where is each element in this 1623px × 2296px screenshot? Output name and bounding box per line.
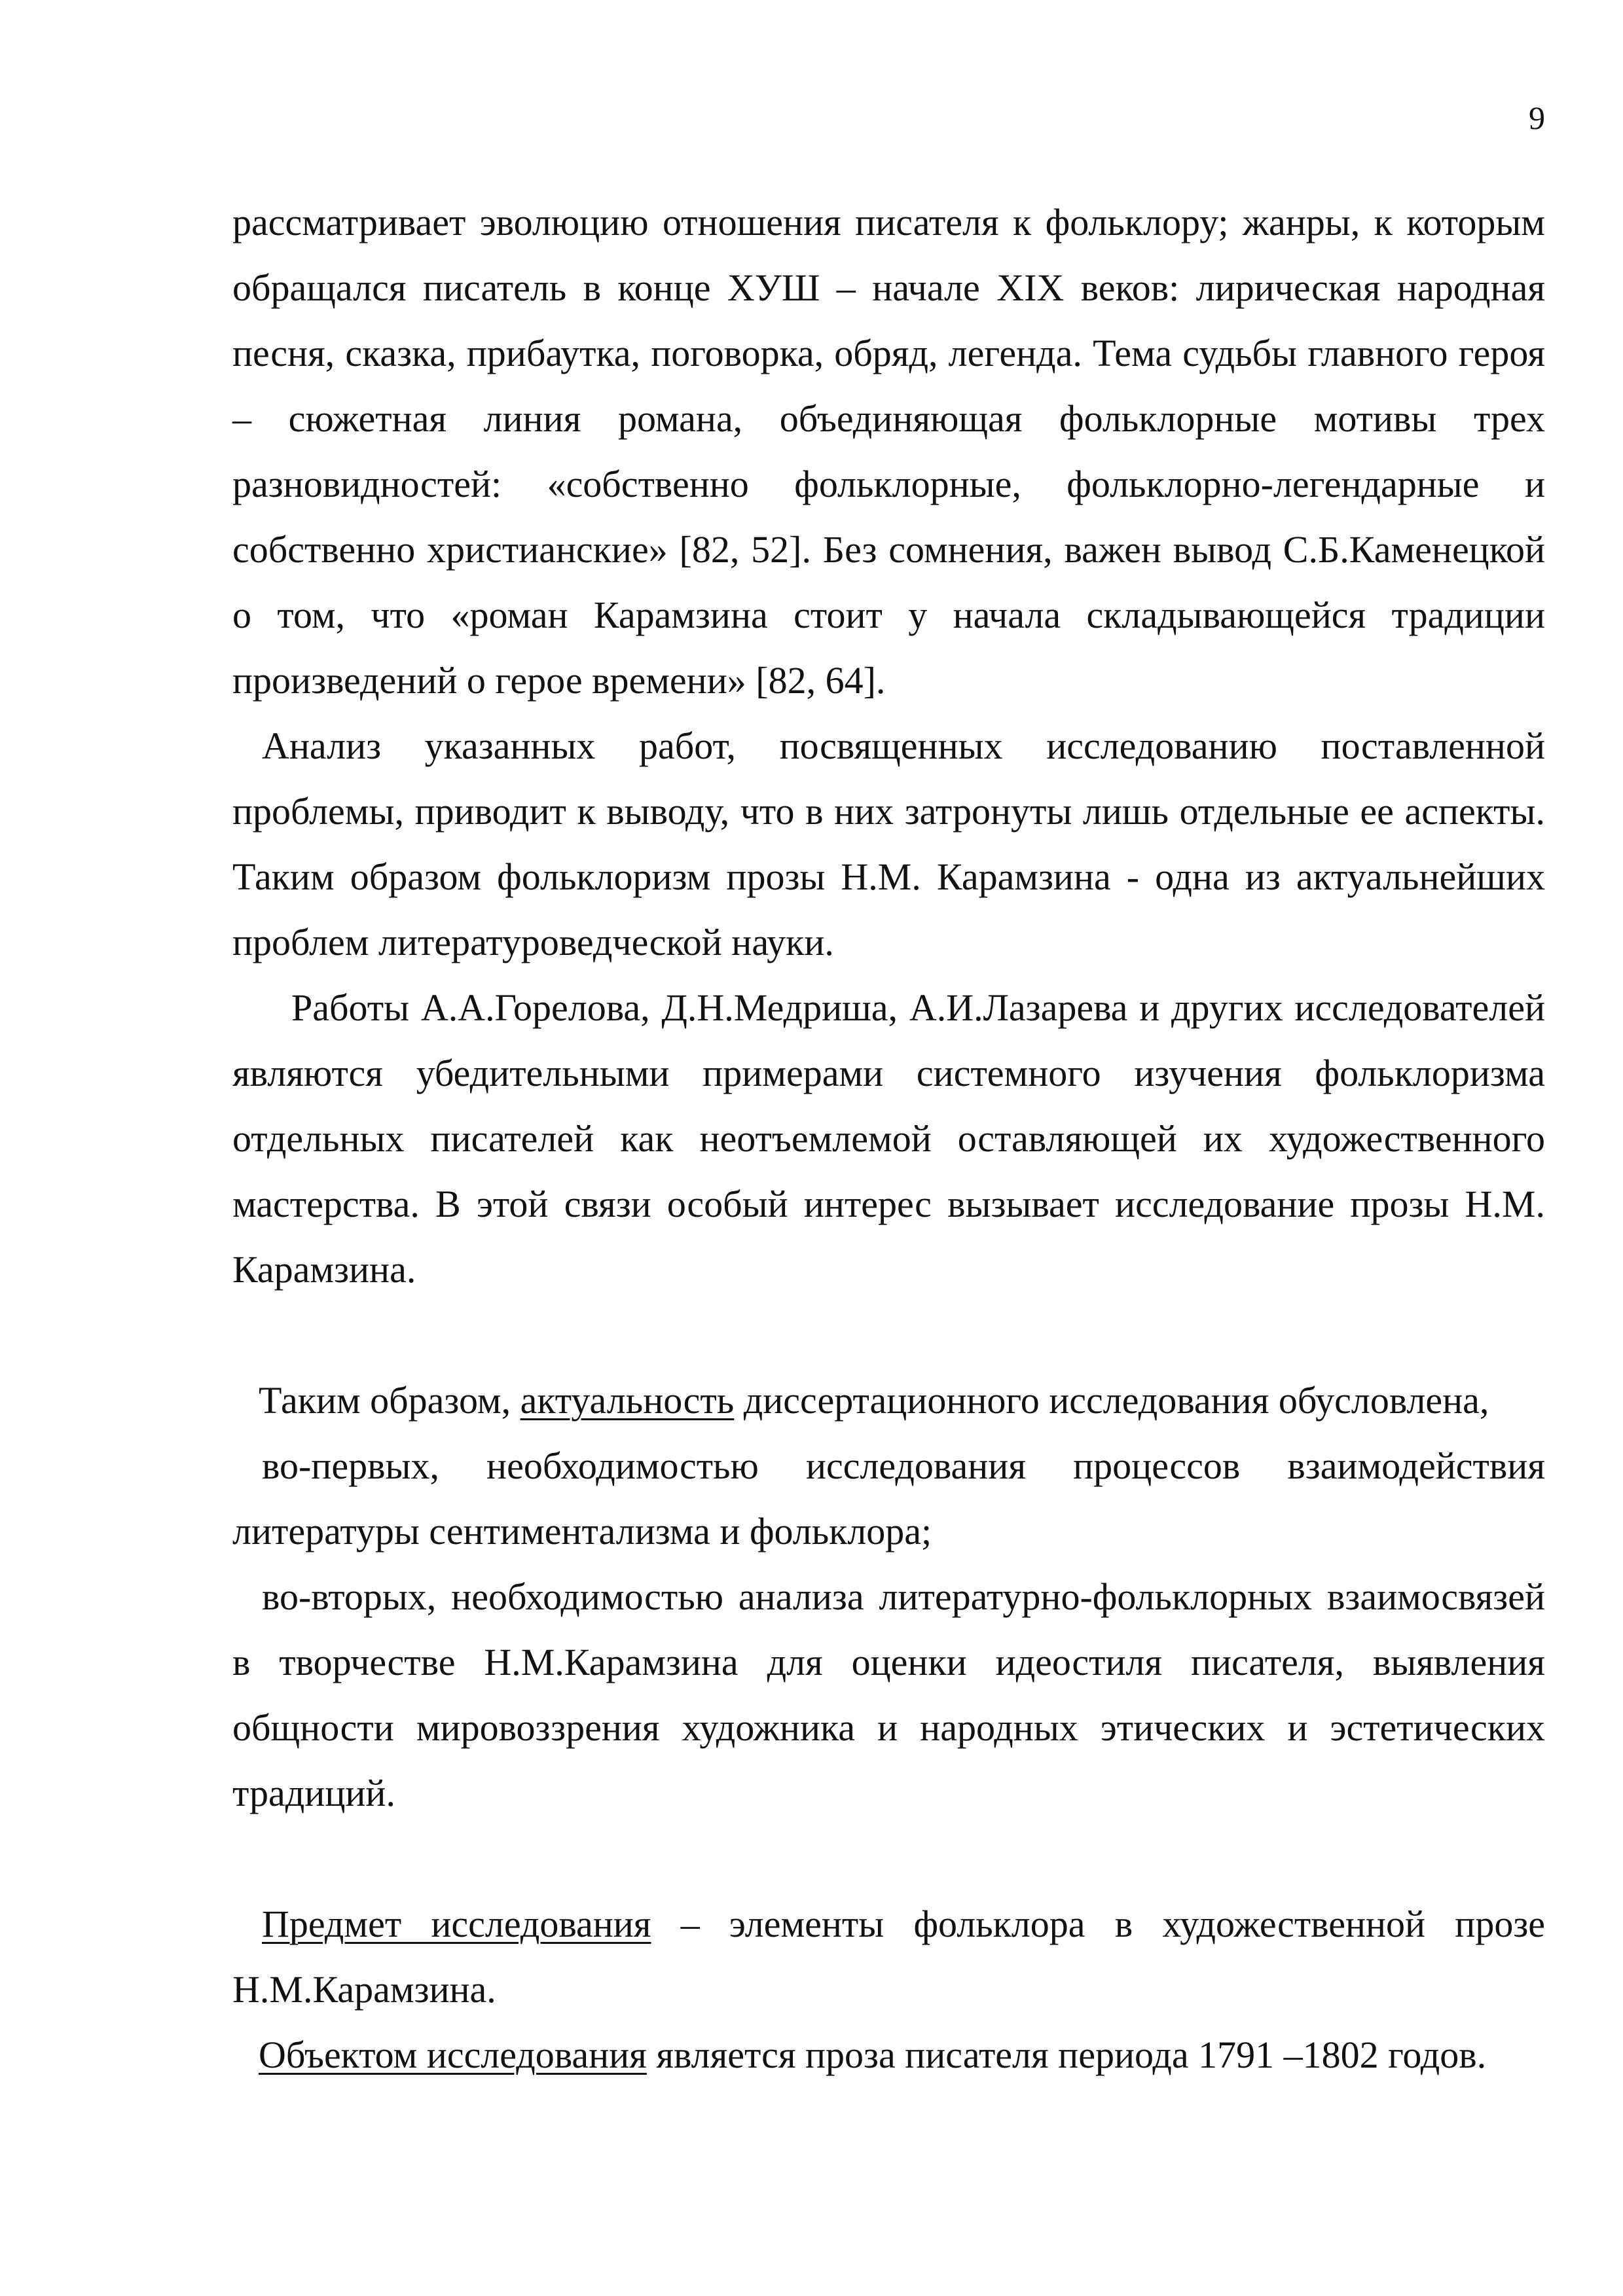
relevance-term: актуальность [520,1379,735,1422]
subject-term: Предмет исследования [262,1903,651,1945]
page-number: 9 [1529,99,1545,136]
paragraph-analysis-of-works: Анализ указанных работ, посвященных исследованию поставленной проблемы, приводит к выводу, что в них затронуты лишь отдельные ее аспекты. Таким образом фольклоризм прозы Н.М. Карамзина - одна из актуальнейших проблем литературоведческой науки. [232,725,1545,963]
paragraph-researchers-works: Работы А.А.Горелова, Д.Н.Медриша, А.И.Лазарева и других исследователей являются убедительными примерами системного изучения фольклоризма отдельных писателей как неотъемлемой оставляющей их художественного мастерства. В этой связи особый интерес вызывает исследование прозы Н.М. Карамзина. [232,986,1545,1291]
subject-text: – элементы фольклора в художественной прозе Н.М.Карамзина. [232,1903,1545,2011]
paragraph-first-reason: во-первых, необходимостью исследования процессов взаимодействия литературы сентиментализма и фольклора; [232,1444,1545,1552]
paragraph-second-reason: во-вторых, необходимостью анализа литературно-фольклорных взаимосвязей в творчестве Н.М.Карамзина для оценки идеостиля писателя, выявления общности мировоззрения художника и народных этических и эстетических традиций. [232,1575,1545,1814]
paragraph-research-object [259,2022,1545,2088]
paragraph-karamzin-folklore-evolution: рассматривает эволюцию отношения писателя к фольклору; жанры, к которым обращался писатель в конце ХУШ – начале XIX веков: лирическая народная песня, сказка, прибаутка, поговорка, обряд, легенда. Тема судьбы главного героя – сюжетная линия романа, объединяющая фольклорные мотивы трех разновидностей: «собственно фольклорные, фольклорно-легендарные и собственно христианские» [82, 52]. Без сомнения, важен вывод С.Б.Каменецкой о том, что «роман Карамзина стоит у начала складывающейся традиции произведений о герое времени» [82, 64]. [232,201,1545,702]
paragraph-relevance [259,1368,1545,1433]
relevance-suffix: диссертационного исследования обусловлена, [734,1379,1489,1422]
object-text: является проза писателя периода 1791 –1802 годов. [646,2034,1487,2076]
relevance-prefix: Таким образом, [259,1379,520,1422]
object-term: Объектом исследования [259,2034,647,2076]
paragraph-research-subject [232,1892,1545,2022]
